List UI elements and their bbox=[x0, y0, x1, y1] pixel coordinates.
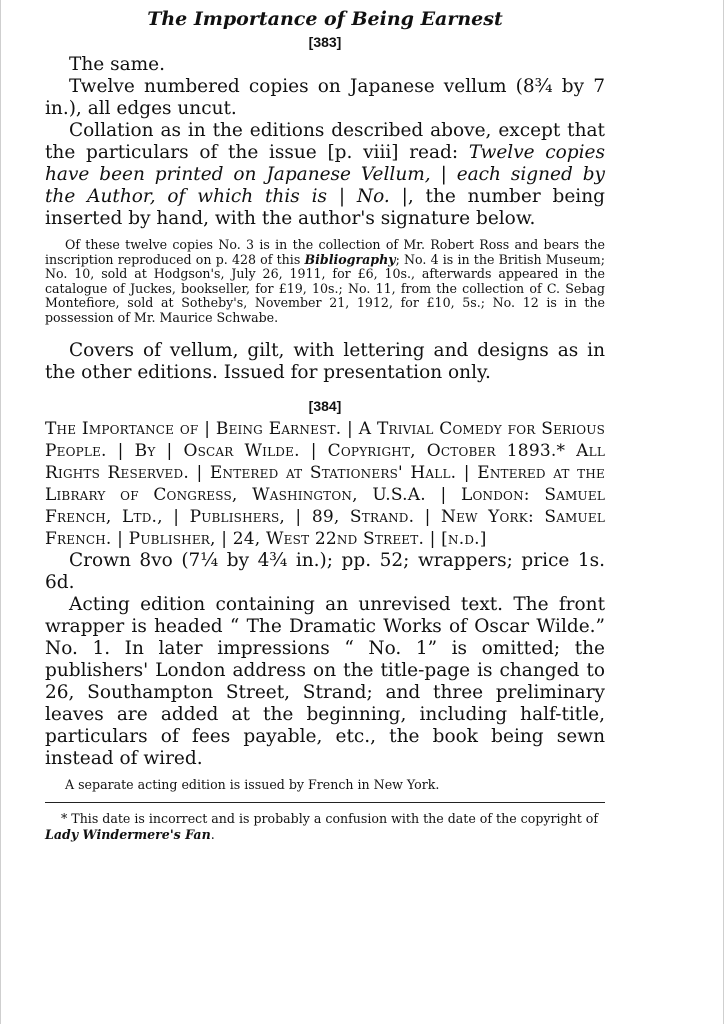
entry-383-paragraph-1: The same. bbox=[69, 54, 165, 75]
entry-383-paragraph-2: Twelve numbered copies on Japanese vellum (8¾ by 7 in.), all edges uncut. bbox=[45, 76, 605, 119]
entry-number-383: [383] bbox=[308, 34, 342, 50]
footnote-text: * This date is incorrect and is probably a confusion with the date of the copyright of bbox=[61, 811, 599, 827]
note-italic: Bibliography bbox=[304, 251, 396, 267]
entry-number-384: [384] bbox=[308, 397, 342, 414]
collation-quote: Twelve copies have been printed on Japanese Vellum, | each signed by the Author, of which this is | No. | bbox=[45, 142, 605, 207]
text-column bbox=[45, 8, 605, 843]
note-text: Of these twelve copies No. 3 is in the collection of Mr. Robert Ross and bears the inscription reproduced on p. 428 of this bbox=[45, 237, 605, 267]
footnote bbox=[45, 811, 605, 843]
entry-383-covers: Covers of vellum, gilt, with lettering and designs as in the other editions. Issued for presentation only. bbox=[45, 339, 605, 383]
entry-384-acting-edition: Acting edition containing an unrevised text. The front wrapper is headed “ The Dramatic Works of Oscar Wilde.” No. 1. In later impressions “ No. 1” is omitted; the publishers' London address on the title-page is changed to 26, Southampton Street, Strand; and three preliminary leaves are added at the beginning, including half-title, particulars of fees payable, etc., the book being sewn instead of wired. bbox=[45, 593, 605, 769]
entry-384-separate-edition: A separate acting edition is issued by French in New York. bbox=[65, 776, 440, 792]
entry-383-note bbox=[45, 238, 605, 326]
footnote-italic: Lady Windermere's Fan bbox=[45, 827, 211, 843]
collation-text-end: , the number being inserted by hand, with the author's signature below. bbox=[45, 186, 605, 229]
running-head: The Importance of Being Earnest bbox=[147, 8, 503, 30]
footnote-text-end: . bbox=[210, 827, 215, 843]
entry-383-collation bbox=[45, 120, 605, 230]
note-text-end: ; No. 4 is in the British Museum; No. 10, sold at Hodgson's, July 26, 1911, for £6, 10s., afterwards appeared in the catalogue of Juckes, bookseller, for £19, 10s.; No. 11, from the collection of C. Sebag Montefiore, sold at Sotheby's, November 21, 1912, for £10, 5s.; No. 12 is in the possession of Mr. Maurice Schwabe. bbox=[45, 251, 605, 325]
entry-384-title-transcription: The Importance of | Being Earnest. | A Trivial Comedy for Serious People. | By | Oscar Wilde. | Copyright, October 1893.* All Rights Reserved. | Entered at Stationers' Hall. | Entered at the Library of Congress, Washington, U.S.A. | London: Samuel French, Ltd., | Publishers, | 89, Strand. | New York: Samuel French. | Publisher, | 24, West 22nd Street. | [n.d.] bbox=[45, 418, 605, 549]
entry-384-format: Crown 8vo (7¼ by 4¾ in.); pp. 52; wrappers; price 1s. 6d. bbox=[45, 549, 605, 593]
footnote-rule bbox=[45, 802, 605, 803]
collation-text: Collation as in the editions described above, except that the particulars of the issue [p. viii] read: bbox=[45, 120, 605, 163]
